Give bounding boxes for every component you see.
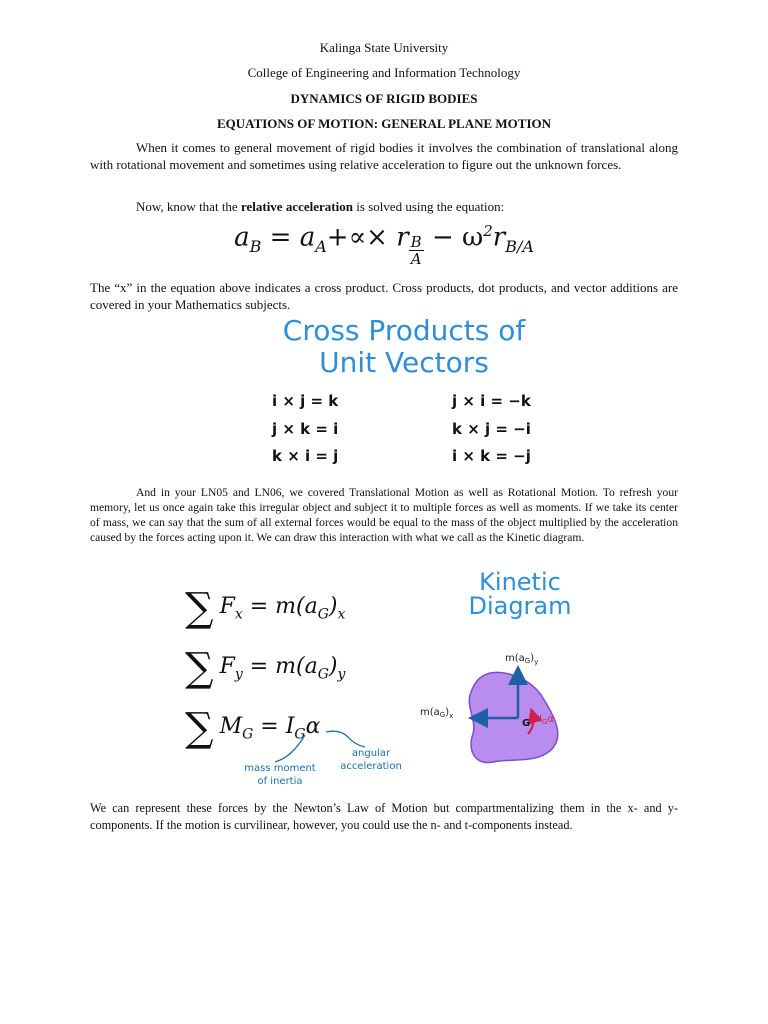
mass-moment-annotation: mass moment of inertia — [244, 763, 316, 787]
intro-paragraph: When it comes to general movement of rigid bodies it involves the combination of translational along with rotational movement and sometimes using relative acceleration to figure out the unknown forces. — [90, 140, 678, 172]
svg-text:m(aG)x: $m(a_G)_x$ — [420, 707, 454, 720]
relative-acceleration-sentence: Now, know that the relative acceleration is solved using the equation: — [136, 199, 505, 214]
relative-acceleration-term: relative acceleration — [240, 199, 353, 214]
topic-title: EQUATIONS OF MOTION: GENERAL PLANE MOTION — [216, 116, 552, 131]
ln-paragraph: And in your LN05 and LN06, we covered Translational Motion as well as Rotational Motion. To refresh your memory, let us once again take this irregular object and subject it to multiple forces as well as moments. If we take its center of mass, we can say that the sum of all external forces would be equal to the mass of the object multiplied by the acceleration caused by the forces acting upon it. We can draw this interaction with what we call as the Kinetic diagram. — [90, 486, 678, 544]
sigma-symbol: ∑ — [185, 585, 214, 631]
svg-text:G: G — [522, 718, 531, 729]
cross-product-paragraph: The “x” in the equation above indicates a cross product. Cross products, dot products, and vector additions are covered in your Mathematics subjects. — [90, 280, 678, 312]
cross-product-right-1: j × i = −k — [452, 392, 531, 410]
university-name: Kalinga State University — [319, 40, 449, 55]
course-title: DYNAMICS OF RIGID BODIES — [290, 91, 478, 106]
sigma-symbol: ∑ — [185, 645, 214, 691]
sigma-symbol: ∑ — [185, 705, 214, 751]
svg-text:m(aG)y: $m(a_G)_y$ — [505, 653, 539, 666]
sum-fx-equation: ∑ $F_x = m(a_G)_x$ — [185, 585, 346, 631]
cross-product-left-3: k × i = j — [272, 447, 339, 465]
cross-product-right-2: k × j = −i — [452, 420, 531, 438]
cross-product-left-1: i × j = k — [272, 392, 339, 410]
cross-products-title-line2: Unit Vectors — [319, 346, 489, 379]
sum-mg-equation: ∑ $M_G = I_G\alpha$ — [185, 705, 321, 751]
relative-acceleration-equation: $a_B = a_A+\propto\times r$ $\frac{B}{A}$ − $\omega^2r_{B/A}$ — [234, 222, 534, 268]
angular-acceleration-annotation: angular acceleration — [340, 748, 402, 772]
college-name: College of Engineering and Information Technology — [247, 65, 521, 80]
cross-product-right-3: i × k = −j — [452, 447, 531, 465]
kinetic-diagram-title-line1: Kinetic — [479, 568, 561, 596]
sum-fy-equation: ∑ $F_y = m(a_G)_y$ — [185, 645, 346, 691]
cross-products-title-line1: Cross Products of — [282, 314, 526, 347]
closing-paragraph: We can represent these forces by the Newton’s Law of Motion but compartmentalizing them in the x- and y-components. If the motion is curvilinear, however, you could use the n- and t-components instead. — [90, 801, 678, 832]
svg-text:IGα: $I_G\alpha$ — [539, 714, 554, 726]
kinetic-diagram — [415, 640, 575, 780]
kinetic-diagram-title-line2: Diagram — [468, 592, 572, 620]
cross-product-left-2: j × k = i — [272, 420, 339, 438]
